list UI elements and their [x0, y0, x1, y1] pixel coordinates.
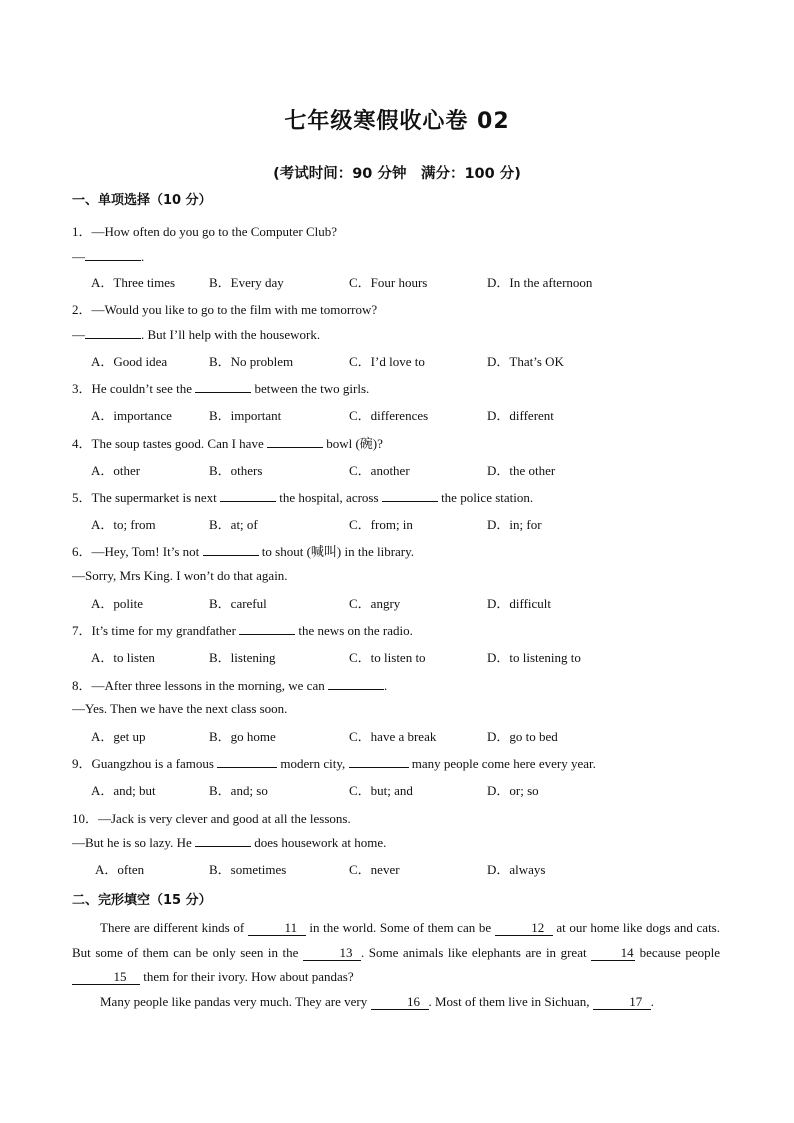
answer-blank [239, 622, 295, 635]
option-d[interactable]: D．difficult [487, 596, 552, 611]
option-b[interactable]: B．careful [209, 596, 267, 611]
exam-info: (考试时间：90 分钟 满分：100 分) [273, 166, 521, 182]
question-1-answer-line: — . [72, 249, 145, 264]
option-c[interactable]: C．angry [349, 596, 401, 611]
cloze-blank-15: 15 [72, 969, 140, 985]
question-3: 3．He couldn’t see the between the two girls. [72, 381, 370, 396]
answer-blank [85, 248, 141, 261]
cloze-paragraph-1: There are different kinds of 11 in the world. Some of them can be 12 at our home like dogs and cats. But some of them can be only seen in the 13 . Some animals like elephants are in great 14 because people 15 them for their ivory. How about pandas? [72, 920, 720, 984]
option-b[interactable]: B．listening [209, 650, 276, 665]
option-b[interactable]: B．and; so [209, 783, 268, 798]
option-a[interactable]: A．to; from [91, 517, 156, 532]
option-a[interactable]: A．importance [91, 408, 172, 423]
question-10-answer-line: —But he is so lazy. He does housework at home. [72, 835, 387, 850]
option-a[interactable]: A．polite [91, 596, 143, 611]
option-c[interactable]: C．Four hours [349, 275, 428, 290]
cloze-blank-14: 14 [591, 945, 635, 961]
option-d[interactable]: D．the other [487, 463, 556, 478]
option-d[interactable]: D．In the afternoon [487, 275, 593, 290]
option-b[interactable]: B．sometimes [209, 862, 287, 877]
answer-blank [195, 380, 251, 393]
option-b[interactable]: B．Every day [209, 275, 284, 290]
option-c[interactable]: C．I’d love to [349, 354, 425, 369]
cloze-blank-16: 16 [371, 994, 429, 1010]
section-heading-cloze: 二、完形填空（15 分） [72, 893, 212, 908]
option-a[interactable]: A．to listen [91, 650, 155, 665]
answer-blank [203, 543, 259, 556]
option-b[interactable]: B．important [209, 408, 282, 423]
option-a[interactable]: A．get up [91, 729, 146, 744]
option-d[interactable]: D．or; so [487, 783, 539, 798]
option-b[interactable]: B．at; of [209, 517, 258, 532]
question-5: 5．The supermarket is next the hospital, across the police station. [72, 490, 534, 505]
cloze-paragraph-2: Many people like pandas very much. They are very 16 . Most of them live in Sichuan, 17 . [100, 994, 655, 1009]
option-c[interactable]: C．another [349, 463, 410, 478]
option-b[interactable]: B．No problem [209, 354, 294, 369]
option-c[interactable]: C．from; in [349, 517, 413, 532]
option-d[interactable]: D．to listening to [487, 650, 581, 665]
option-c[interactable]: C．have a break [349, 729, 437, 744]
answer-blank [195, 834, 251, 847]
option-c[interactable]: C．but; and [349, 783, 413, 798]
page-title: 七年级寒假收心卷 02 [284, 109, 510, 134]
cloze-blank-17: 17 [593, 994, 651, 1010]
option-c[interactable]: C．never [349, 862, 400, 877]
option-a[interactable]: A．often [95, 862, 145, 877]
question-9: 9．Guangzhou is a famous modern city, many people come here every year. [72, 756, 596, 771]
option-d[interactable]: D．in; for [487, 517, 542, 532]
option-a[interactable]: A．other [91, 463, 141, 478]
question-4: 4．The soup tastes good. Can I have bowl (碗)? [72, 436, 383, 451]
question-8-reply: —Yes. Then we have the next class soon. [72, 701, 288, 716]
question-6: 6．—Hey, Tom! It’s not to shout (喊叫) in the library. [72, 544, 415, 559]
section-heading-choice: 一、单项选择（10 分） [72, 193, 212, 208]
answer-blank [267, 435, 323, 448]
answer-blank [382, 489, 438, 502]
question-8: 8．—After three lessons in the morning, we can . [72, 678, 388, 693]
cloze-blank-13: 13 [303, 945, 361, 961]
question-2-answer-line: — . But I’ll help with the housework. [72, 327, 321, 342]
question-1: 1．—How often do you go to the Computer Club? [72, 224, 338, 239]
answer-blank [349, 755, 409, 768]
option-d[interactable]: D．different [487, 408, 554, 423]
answer-blank [85, 326, 141, 339]
answer-blank [328, 677, 384, 690]
option-a[interactable]: A．Good idea [91, 354, 168, 369]
option-d[interactable]: D．That’s OK [487, 354, 564, 369]
option-a[interactable]: A．and; but [91, 783, 156, 798]
option-c[interactable]: C．to listen to [349, 650, 426, 665]
answer-blank [217, 755, 277, 768]
question-2: 2．—Would you like to go to the film with me tomorrow? [72, 302, 378, 317]
question-10: 10．—Jack is very clever and good at all the lessons. [72, 811, 351, 826]
option-b[interactable]: B．go home [209, 729, 276, 744]
answer-blank [220, 489, 276, 502]
question-6-reply: —Sorry, Mrs King. I won’t do that again. [72, 568, 288, 583]
question-7: 7．It’s time for my grandfather the news on the radio. [72, 623, 413, 638]
option-b[interactable]: B．others [209, 463, 263, 478]
cloze-blank-12: 12 [495, 920, 553, 936]
option-c[interactable]: C．differences [349, 408, 429, 423]
option-d[interactable]: D．go to bed [487, 729, 558, 744]
cloze-blank-11: 11 [248, 920, 306, 936]
option-d[interactable]: D．always [487, 862, 546, 877]
option-a[interactable]: A．Three times [91, 275, 176, 290]
